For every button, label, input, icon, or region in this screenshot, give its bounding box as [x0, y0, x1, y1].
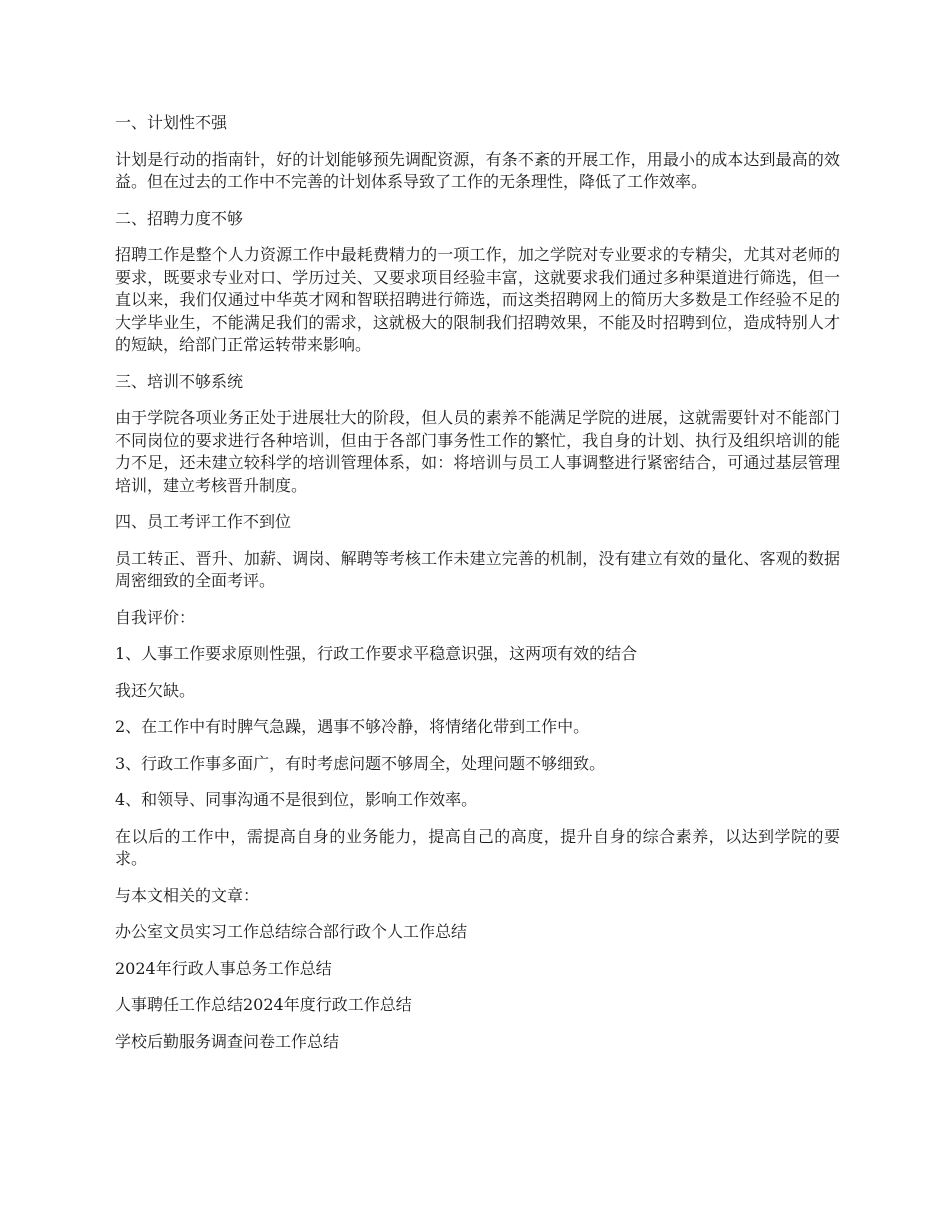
- document-body: [115, 112, 840, 1067]
- self-eval-item: 我还欠缺。: [115, 680, 196, 700]
- section-heading: 二、招聘力度不够: [115, 208, 244, 228]
- self-eval-item: 2、在工作中有时脾气急躁，遇事不够冷静，将情绪化带到工作中。: [115, 717, 590, 736]
- related-title: 与本文相关的文章：: [115, 885, 260, 905]
- related-link[interactable]: 2024年行政人事总务工作总结: [115, 958, 332, 978]
- section-heading: 三、培训不够系统: [115, 371, 244, 391]
- related-link[interactable]: 学校后勤服务调查问卷工作总结: [115, 1031, 340, 1051]
- self-eval-item: 4、和领导、同事沟通不是很到位，影响工作效率。: [115, 790, 478, 809]
- related-link[interactable]: 人事聘任工作总结2024年度行政工作总结: [115, 995, 412, 1014]
- section-paragraph: 由于学院各项业务正处于进展壮大的阶段，但人员的素养不能满足学院的进展，这就需要针对不能部门不同岗位的要求进行各种培训，但由于各部门事务性工作的繁忙，我自身的计划、执行及组织培训的能力不足，还未建立较科学的培训管理体系，如：将培训与员工人事调整进行紧密结合，可通过基层管理培训，建立考核晋升制度。: [115, 408, 840, 495]
- section-paragraph: 招聘工作是整个人力资源工作中最耗费精力的一项工作，加之学院对专业要求的专精尖，尤其对老师的要求，既要求专业对口、学历过关、又要求项目经验丰富，这就要求我们通过多种渠道进行筛选，但一直以来，我们仅通过中华英才网和智联招聘进行筛选，而这类招聘网上的简历大多数是工作经验不足的大学毕业生，不能满足我们的需求，这就极大的限制我们招聘效果，不能及时招聘到位，造成特别人才的短缺，给部门正常运转带来影响。: [115, 245, 840, 354]
- section-heading: 四、员工考评工作不到位: [115, 512, 292, 531]
- self-eval-item: 3、行政工作事多面广，有时考虑问题不够周全，处理问题不够细致。: [115, 753, 606, 773]
- self-eval-title: 自我评价：: [115, 607, 196, 627]
- section-paragraph: 员工转正、晋升、加薪、调岗、解聘等考核工作未建立完善的机制，没有建立有效的量化、客观的数据周密细致的全面考评。: [115, 548, 840, 590]
- related-link[interactable]: 办公室文员实习工作总结综合部行政个人工作总结: [115, 922, 468, 941]
- section-paragraph: 计划是行动的指南针，好的计划能够预先调配资源，有条不紊的开展工作，用最小的成本达到最高的效益。但在过去的工作中不完善的计划体系导致了工作的无条理性，降低了工作效率。: [115, 149, 840, 191]
- self-eval-conclusion: 在以后的工作中，需提高自身的业务能力，提高自己的高度，提升自身的综合素养，以达到学院的要求。: [115, 826, 840, 868]
- self-eval-item: 1、人事工作要求原则性强，行政工作要求平稳意识强，这两项有效的结合: [115, 644, 638, 663]
- section-heading: 一、计划性不强: [115, 113, 228, 132]
- related-articles: [115, 885, 840, 1054]
